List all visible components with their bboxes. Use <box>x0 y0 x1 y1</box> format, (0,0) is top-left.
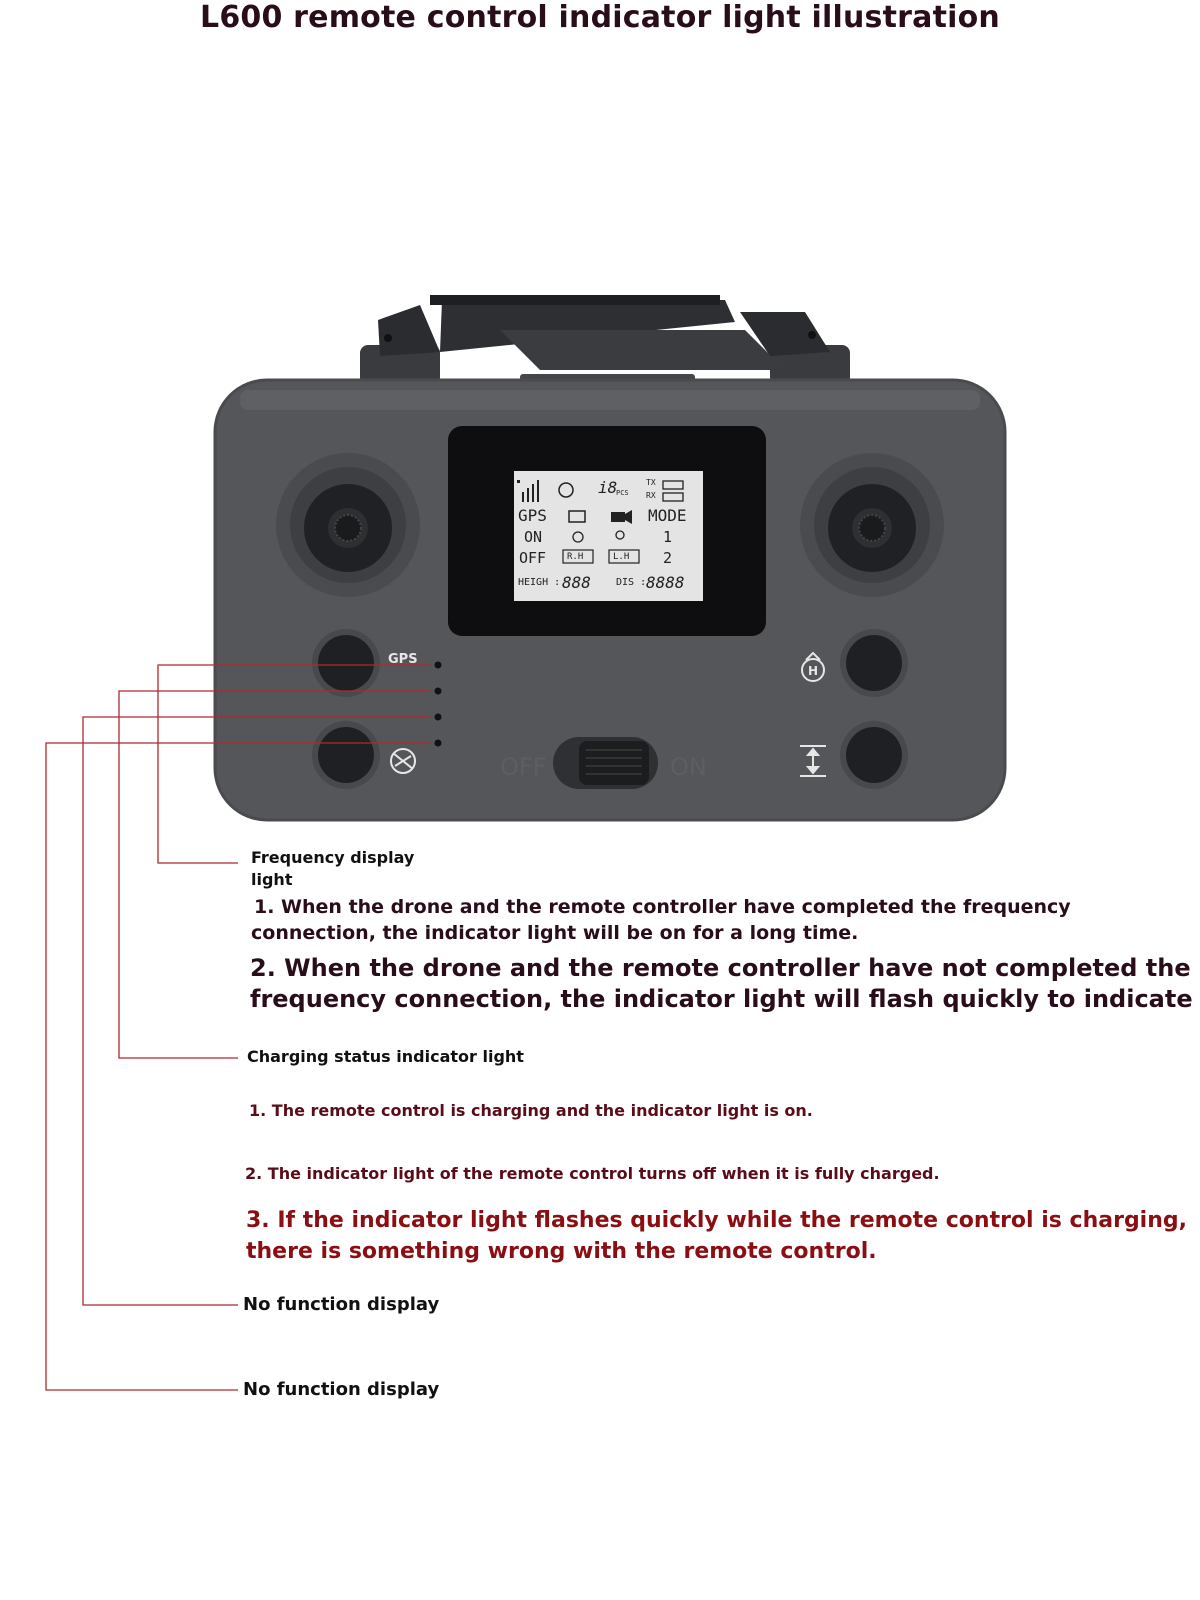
lcd-off: OFF <box>519 549 547 567</box>
lcd-mode-2: 2 <box>663 549 673 567</box>
indicator-light-3 <box>435 714 442 721</box>
frequency-heading-line1: Frequency display <box>251 848 415 867</box>
lcd-pcs: PCS <box>616 489 629 497</box>
charging-item3-line1: 3. If the indicator light flashes quickly while the remote control is charging, <box>246 1208 1187 1233</box>
no-function-2-callout-line <box>46 743 430 1390</box>
frequency-item1-line1: 1. When the drone and the remote controller have completed the frequency <box>254 896 1071 918</box>
lcd-on: ON <box>524 528 543 546</box>
right-joystick[interactable] <box>800 453 944 597</box>
lcd-gps: GPS <box>518 506 547 525</box>
no-function-display-1: No function display <box>243 1294 440 1315</box>
lcd-dis-value: 8888 <box>646 573 685 592</box>
calibrate-button[interactable] <box>312 721 380 789</box>
gps-label: GPS <box>388 652 418 667</box>
frequency-item2-line1: 2. When the drone and the remote controller have not completed the <box>250 954 1191 982</box>
lcd-heigh-label: HEIGH : <box>518 577 561 588</box>
charging-indicator-light <box>435 688 442 695</box>
indicator-light-4 <box>435 740 442 747</box>
switch-on-label: ON <box>670 753 707 781</box>
no-function-display-2: No function display <box>243 1379 440 1400</box>
frequency-indicator-light <box>435 662 442 669</box>
lcd-heigh-value: 888 <box>562 573 591 592</box>
lcd-rh: R.H <box>567 552 584 562</box>
video-icon <box>611 512 625 522</box>
takeoff-land-button[interactable] <box>840 721 908 789</box>
gps-button[interactable] <box>312 629 380 697</box>
power-switch[interactable] <box>553 737 658 789</box>
lcd-rx: RX <box>646 491 656 500</box>
phone-holder <box>360 300 850 388</box>
diagram-title: L600 remote control indicator light illustration <box>200 0 1000 35</box>
lcd-mode: MODE <box>648 506 687 525</box>
charging-item1: 1. The remote control is charging and the indicator light is on. <box>249 1101 813 1120</box>
lcd-channel-digits: i8 <box>598 478 618 497</box>
switch-off-label: OFF <box>500 753 547 781</box>
charging-heading: Charging status indicator light <box>247 1047 524 1066</box>
frequency-item2-line2: frequency connection, the indicator light will flash quickly to indicate <box>250 985 1193 1013</box>
lcd-dis-label: DIS : <box>616 577 647 588</box>
charging-item3-line2: there is something wrong with the remote control. <box>246 1239 877 1264</box>
lcd-bezel <box>448 426 766 636</box>
left-joystick[interactable] <box>276 453 420 597</box>
charging-item2: 2. The indicator light of the remote control turns off when it is fully charged. <box>245 1164 940 1183</box>
lcd-lh: L.H <box>613 552 630 562</box>
frequency-item1-line2: connection, the indicator light will be on for a long time. <box>251 922 859 944</box>
svg-text:H: H <box>808 664 819 678</box>
lcd-mode-1: 1 <box>663 528 673 546</box>
return-home-button[interactable] <box>840 629 908 697</box>
lcd-tx: TX <box>646 478 656 487</box>
frequency-heading-line2: light <box>251 870 293 889</box>
